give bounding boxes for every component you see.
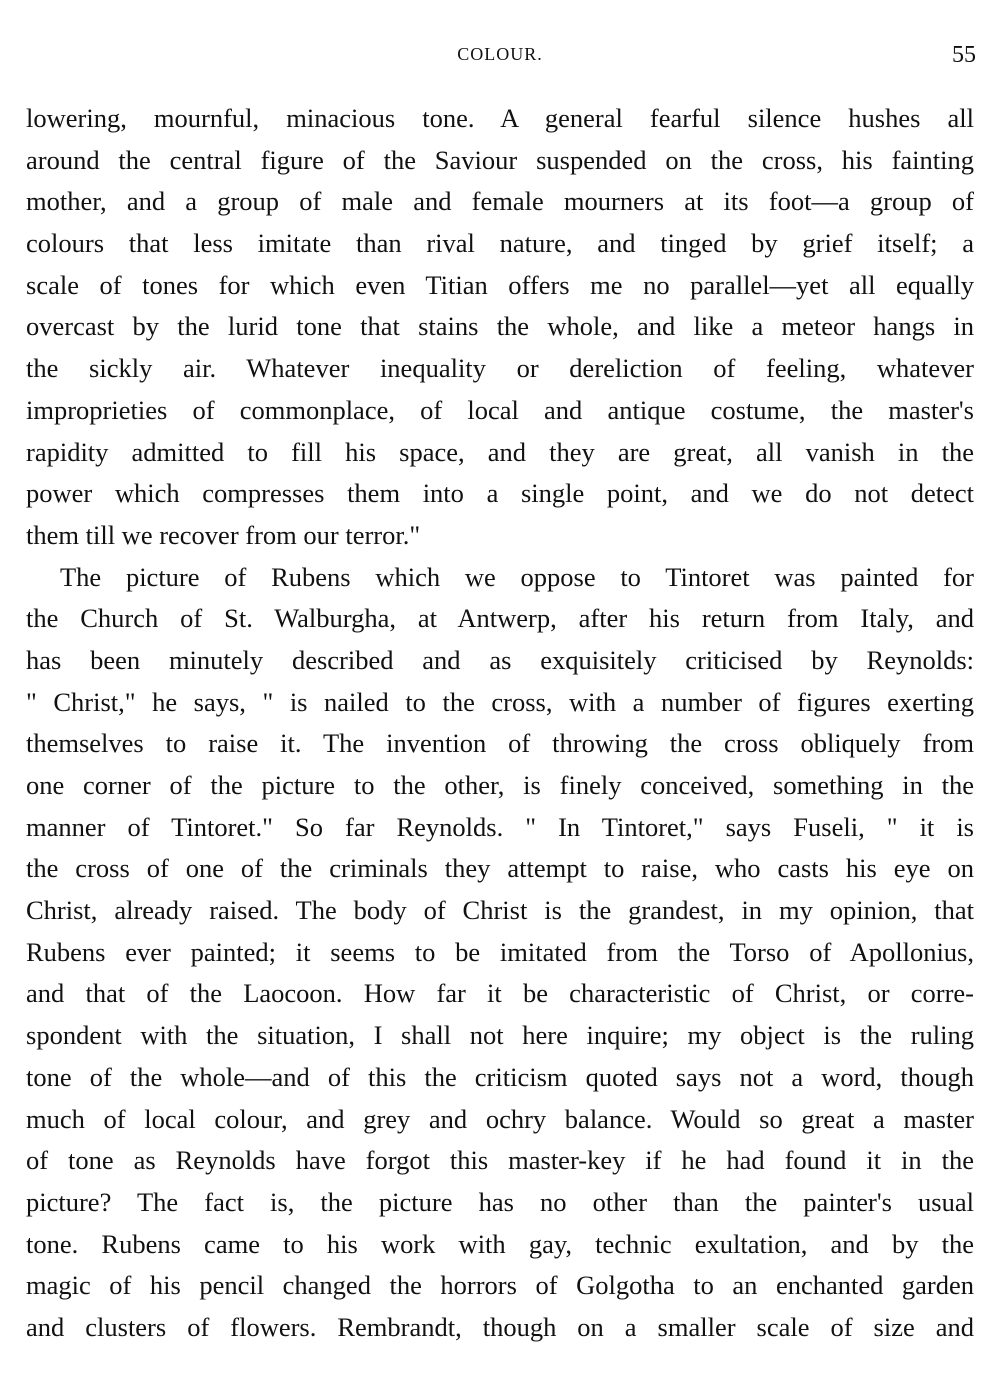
body-text [26,98,974,1349]
text-line: Rubens ever painted; it seems to be imitated from the Torso of Apollonius, [26,936,974,967]
text-line: magic of his pencil changed the horrors of Golgotha to an enchanted garden [26,1270,974,1301]
text-line: power which compresses them into a single point, and we do not detect [26,478,974,509]
text-line: tone of the whole—and of this the criticism quoted says not a word, though [26,1061,974,1092]
text-line: Christ, already raised. The body of Christ is the grandest, in my opinion, that [26,895,974,926]
text-line: around the central figure of the Saviour suspended on the cross, his fainting [26,144,974,175]
text-line: much of local colour, and grey and ochry balance. Would so great a master [26,1103,974,1134]
text-line: scale of tones for which even Titian offers me no parallel—yet all equally [26,269,974,300]
running-head [0,40,1000,80]
running-title: COLOUR. [457,44,543,64]
text-line: manner of Tintoret." So far Reynolds. " In Tintoret," says Fuseli, " it is [26,811,974,842]
text-line: improprieties of commonplace, of local and antique costume, the master's [26,394,974,425]
paragraph-1 [26,98,974,557]
text-line: " Christ," he says, " is nailed to the cross, with a number of figures exerting [26,686,974,717]
text-line: and that of the Laocoon. How far it be characteristic of Christ, or corre- [26,978,974,1009]
text-line: The picture of Rubens which we oppose to Tintoret was painted for [60,561,974,592]
text-line: picture? The fact is, the picture has no other than the painter's usual [26,1186,974,1217]
text-line: tone. Rubens came to his work with gay, technic exultation, and by the [26,1228,974,1259]
text-line: of tone as Reynolds have forgot this master-key if he had found it in the [26,1145,974,1176]
text-line: and clusters of flowers. Rembrandt, though on a smaller scale of size and [26,1311,974,1342]
text-line: colours that less imitate than rival nature, and tinged by grief itself; a [26,228,974,259]
text-line: spondent with the situation, I shall not here inquire; my object is the ruling [26,1020,974,1051]
text-line: overcast by the lurid tone that stains the whole, and like a meteor hangs in [26,311,974,342]
text-line: them till we recover from our terror." [26,519,421,550]
page-number: 55 [952,42,976,68]
text-line: one corner of the picture to the other, is finely conceived, something in the [26,770,974,800]
text-line: the sickly air. Whatever inequality or dereliction of feeling, whatever [26,353,974,384]
text-line: the cross of one of the criminals they attempt to raise, who casts his eye on [26,853,974,884]
paragraph-2 [26,557,974,1349]
text-line: themselves to raise it. The invention of throwing the cross obliquely from [26,728,974,759]
text-line: the Church of St. Walburgha, at Antwerp, after his return from Italy, and [26,603,974,634]
text-line: mother, and a group of male and female mourners at its foot—a group of [26,186,974,217]
text-line: has been minutely described and as exquisitely criticised by Reynolds: [26,644,974,675]
text-line: lowering, mournful, minacious tone. A general fearful silence hushes all [26,103,974,133]
text-line: rapidity admitted to fill his space, and they are great, all vanish in the [26,436,974,467]
